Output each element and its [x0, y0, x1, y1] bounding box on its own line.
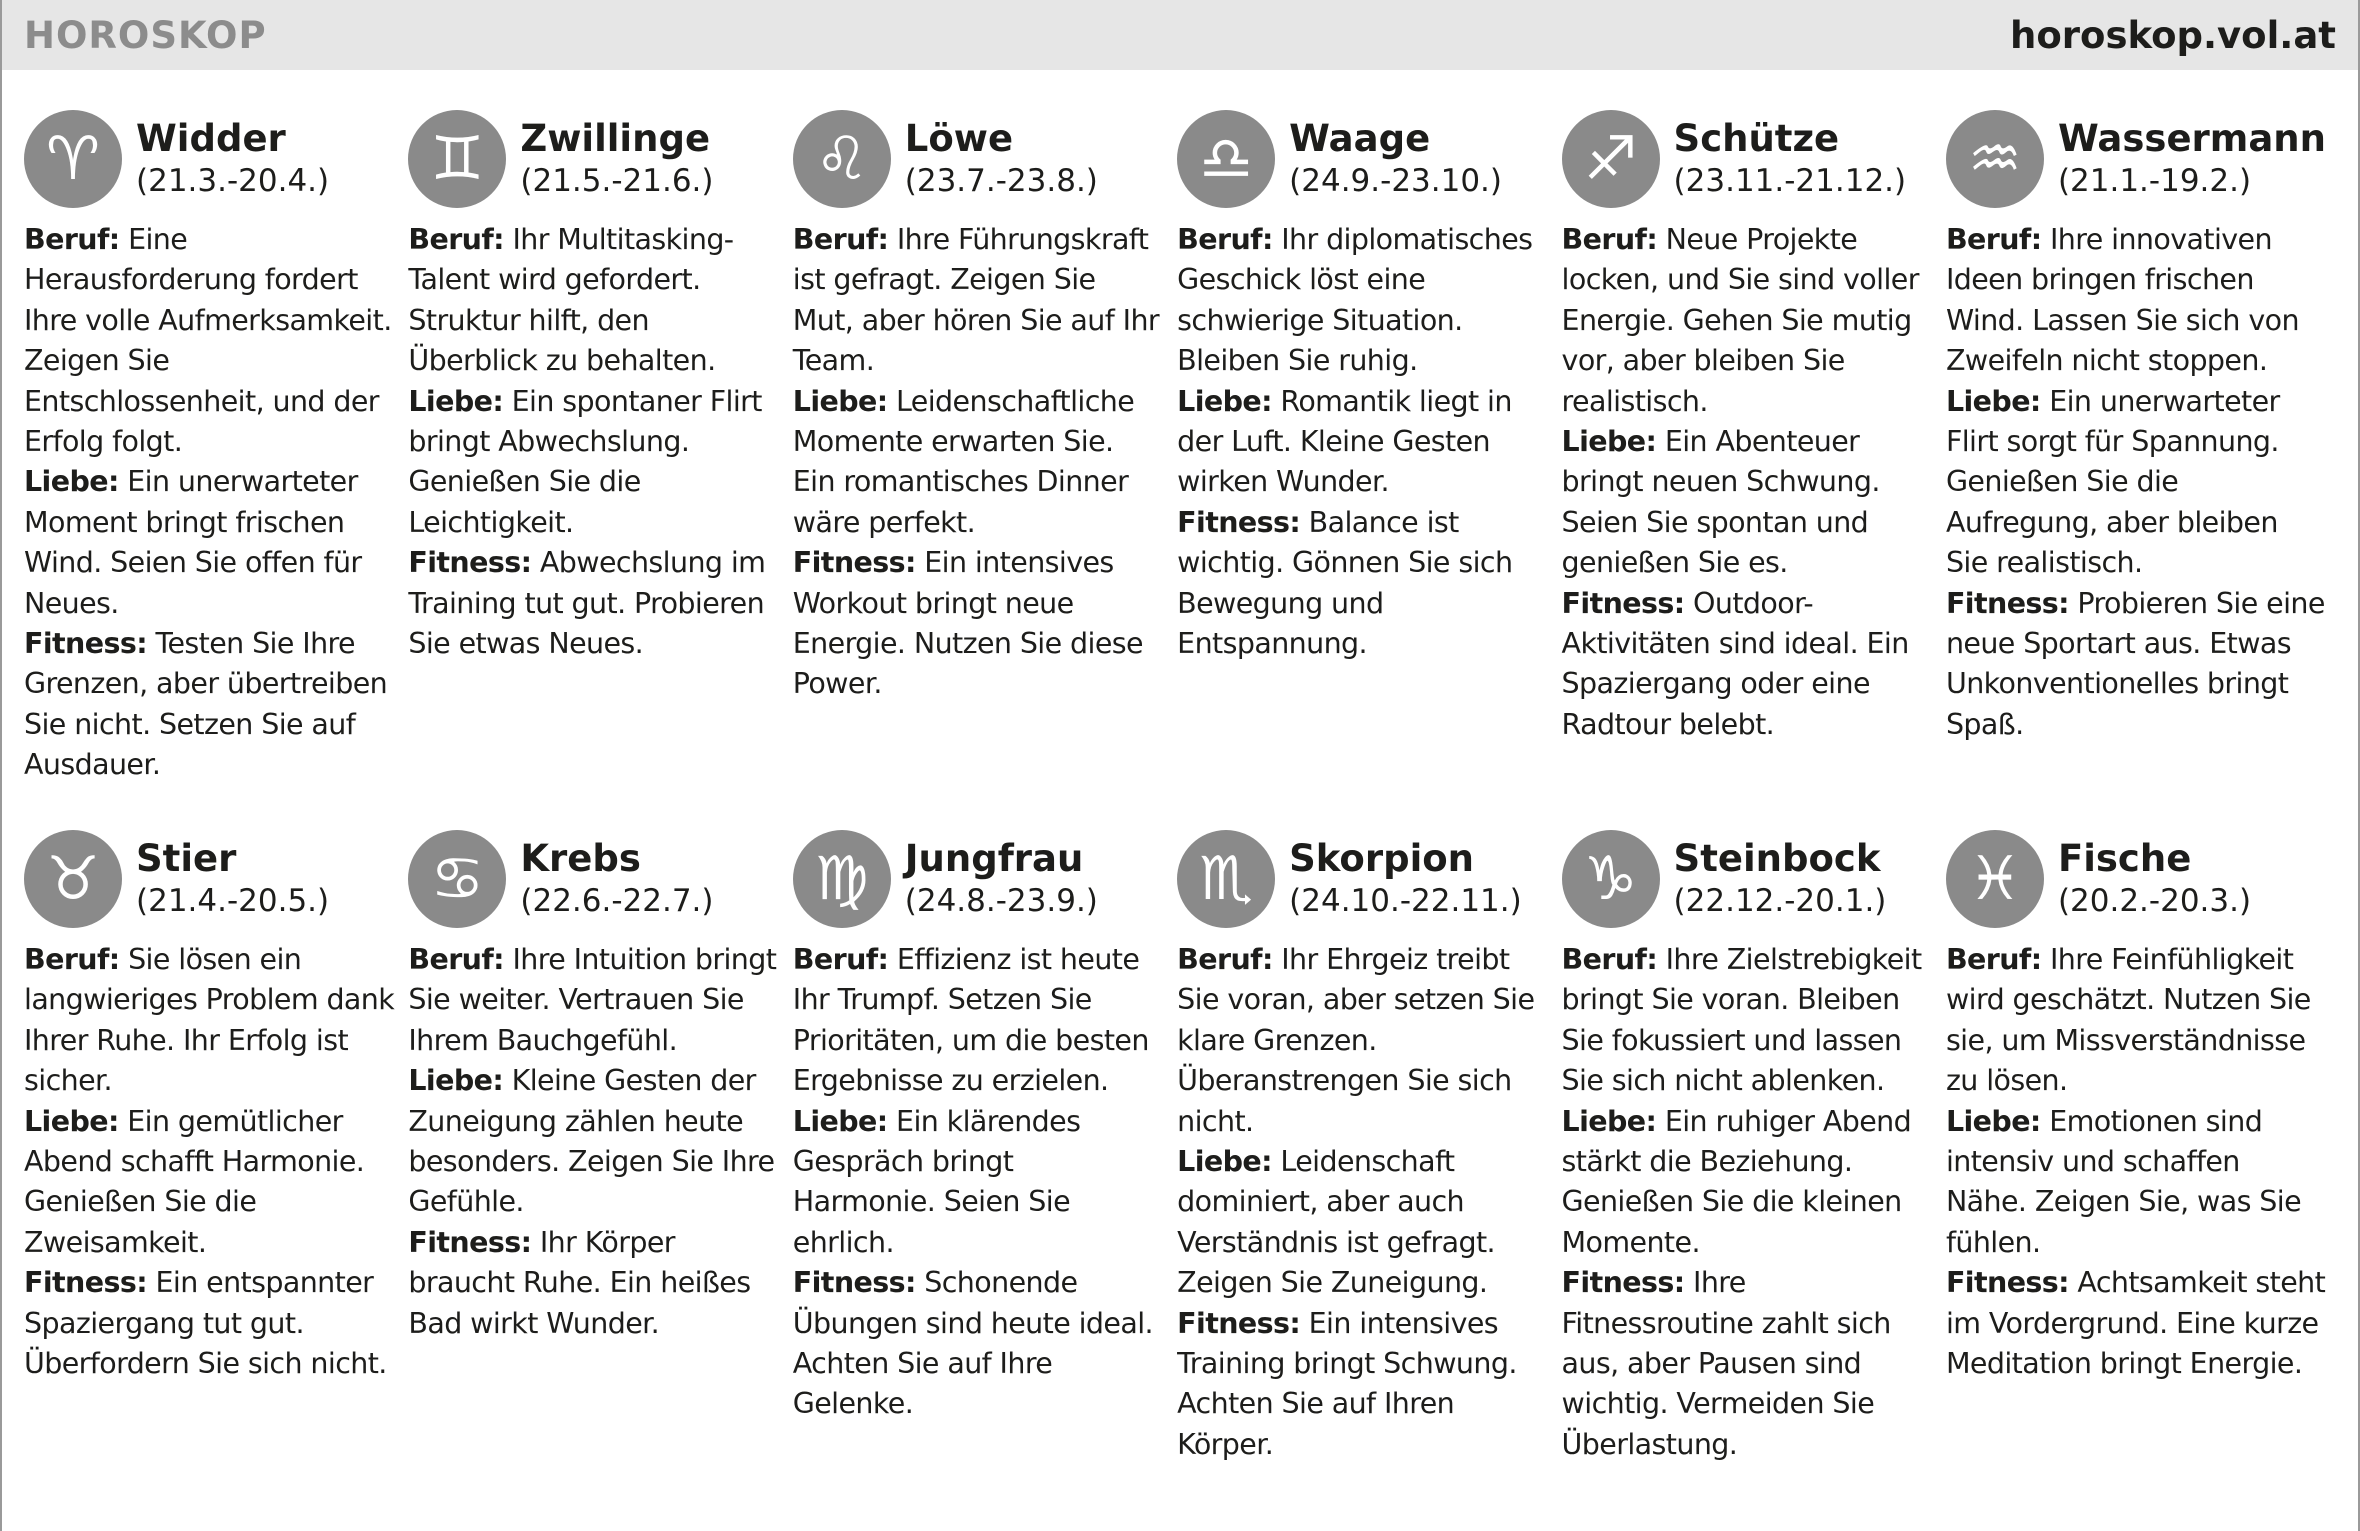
- sign-text: [1177, 940, 1547, 1465]
- sign-name: Stier: [136, 837, 237, 880]
- sign-text: [1946, 940, 2326, 1384]
- label-beruf: Beruf:: [1945, 223, 2042, 256]
- label-fitness: Fitness:: [408, 546, 532, 580]
- scorpio-icon: ♏: [1177, 830, 1275, 928]
- label-fitness: Fitness:: [24, 627, 148, 661]
- sign-text: [793, 220, 1163, 705]
- label-liebe: Liebe:: [408, 1064, 504, 1098]
- sign-widder: [24, 108, 408, 828]
- text-liebe: Ein spontaner Flirt bringt Abwechslung. Genießen Sie die Leichtigkeit.: [408, 384, 762, 539]
- taurus-icon: ♉: [24, 830, 122, 928]
- text-beruf: Effizienz ist heute Ihr Trumpf. Setzen Sie Prioritäten, um die besten Ergebnisse zu erzielen.: [792, 943, 1149, 1098]
- sign-dates: (24.8.-23.9.): [904, 883, 1098, 919]
- label-beruf: Beruf:: [1945, 943, 2042, 976]
- text-liebe: Ein gemütlicher Abend schafft Harmonie. Genießen Sie die Zweisamkeit.: [24, 1104, 365, 1259]
- sign-name: Fische: [2057, 837, 2192, 880]
- text-beruf: Ihre innovativen Ideen bringen frischen Wind. Lassen Sie sich von Zweifeln nicht stoppen.: [1945, 223, 2299, 378]
- label-fitness: Fitness:: [792, 546, 916, 580]
- sign-name: Zwillinge: [520, 117, 711, 160]
- aries-icon: ♈: [24, 110, 122, 208]
- text-fitness: Ein intensives Workout bringt neue Energie. Nutzen Sie diese Power.: [792, 546, 1143, 701]
- site-url: horoskop.vol.at: [2010, 13, 2336, 57]
- sign-name: Widder: [136, 117, 286, 160]
- sign-text: [793, 940, 1163, 1425]
- label-beruf: Beruf:: [1561, 223, 1658, 256]
- text-fitness: Balance ist wichtig. Gönnen Sie sich Bewegung und Entspannung.: [1177, 505, 1513, 661]
- gemini-icon: ♊: [408, 110, 506, 208]
- capricorn-icon: ♑: [1562, 830, 1660, 928]
- section-title: HOROSKOP: [24, 13, 267, 57]
- label-fitness: Fitness:: [1561, 1266, 1685, 1300]
- label-fitness: Fitness:: [1177, 1306, 1301, 1340]
- sign-text: [1562, 220, 1932, 745]
- sign-dates: (21.3.-20.4.): [136, 163, 330, 199]
- libra-icon: ♎: [1177, 110, 1275, 208]
- label-liebe: Liebe:: [408, 384, 504, 418]
- sign-dates: (24.10.-22.11.): [1289, 883, 1522, 919]
- sign-waage: [1177, 108, 1561, 828]
- sign-name: Skorpion: [1289, 837, 1475, 880]
- label-liebe: Liebe:: [1561, 1104, 1657, 1138]
- text-liebe: Kleine Gesten der Zuneigung zählen heute besonders. Zeigen Sie Ihre Gefühle.: [408, 1064, 775, 1219]
- sign-dates: (21.1.-19.2.): [2057, 163, 2252, 199]
- text-beruf: Ihr Multitasking-Talent wird gefordert. Struktur hilft, den Überblick zu behalten.: [408, 223, 734, 378]
- label-beruf: Beruf:: [408, 943, 504, 976]
- sign-dates: (20.2.-20.3.): [2057, 883, 2252, 919]
- sign-steinbock: [1562, 828, 1946, 1468]
- sign-jungfrau: [793, 828, 1177, 1468]
- sign-fische: [1946, 828, 2340, 1468]
- label-liebe: Liebe:: [792, 384, 888, 418]
- sign-dates: (21.5.-21.6.): [520, 163, 714, 199]
- text-fitness: Outdoor-Aktivitäten sind ideal. Ein Spaziergang oder eine Radtour belebt.: [1561, 586, 1909, 741]
- text-fitness: Achtsamkeit steht im Vordergrund. Eine kurze Meditation bringt Energie.: [1945, 1266, 2326, 1381]
- label-liebe: Liebe:: [1177, 384, 1272, 418]
- sign-name: Schütze: [1673, 117, 1840, 160]
- sign-name: Krebs: [520, 837, 641, 880]
- sign-schuetze: [1562, 108, 1946, 828]
- label-fitness: Fitness:: [1561, 586, 1685, 620]
- text-fitness: Ein entspannter Spaziergang tut gut. Überfordern Sie sich nicht.: [24, 1266, 387, 1381]
- text-beruf: Ihre Feinfühligkeit wird geschätzt. Nutzen Sie sie, um Missverständnisse zu lösen.: [1945, 943, 2311, 1098]
- label-liebe: Liebe:: [1177, 1145, 1272, 1179]
- label-liebe: Liebe:: [1945, 1104, 2041, 1138]
- cancer-icon: ♋: [408, 830, 506, 928]
- text-liebe: Ein klärendes Gespräch bringt Harmonie. Seien Sie ehrlich.: [792, 1104, 1081, 1259]
- sign-krebs: [408, 828, 792, 1468]
- label-liebe: Liebe:: [1945, 384, 2041, 418]
- sign-wassermann: [1946, 108, 2340, 828]
- sign-text: [24, 940, 394, 1384]
- text-beruf: Ihre Führungskraft ist gefragt. Zeigen Sie Mut, aber hören Sie auf Ihr Team.: [792, 223, 1160, 378]
- leo-icon: ♌: [793, 110, 891, 208]
- sign-skorpion: [1177, 828, 1561, 1468]
- header-bar: [2, 0, 2358, 70]
- sign-stier: [24, 828, 408, 1468]
- text-beruf: Neue Projekte locken, und Sie sind voller Energie. Gehen Sie mutig vor, aber bleiben Sie realistisch.: [1561, 223, 1919, 418]
- label-liebe: Liebe:: [24, 465, 119, 499]
- label-beruf: Beruf:: [1177, 223, 1273, 256]
- pisces-icon: ♓: [1946, 830, 2044, 928]
- virgo-icon: ♍: [793, 830, 891, 928]
- text-beruf: Ihr Ehrgeiz treibt Sie voran, aber setzen Sie klare Grenzen. Überanstrengen Sie sich nicht.: [1177, 943, 1535, 1138]
- sign-dates: (22.6.-22.7.): [520, 883, 714, 919]
- label-liebe: Liebe:: [1561, 425, 1657, 459]
- sign-name: Waage: [1289, 117, 1431, 160]
- label-beruf: Beruf:: [408, 223, 504, 256]
- label-fitness: Fitness:: [408, 1225, 532, 1259]
- sign-text: [408, 220, 778, 664]
- sign-zwillinge: [408, 108, 792, 828]
- label-beruf: Beruf:: [1561, 943, 1658, 976]
- sagittarius-icon: ♐: [1562, 110, 1660, 208]
- text-liebe: Leidenschaft dominiert, aber auch Verständnis ist gefragt. Zeigen Sie Zuneigung.: [1177, 1145, 1495, 1300]
- label-liebe: Liebe:: [24, 1104, 119, 1138]
- sign-text: [24, 220, 394, 786]
- horoscope-grid: [24, 108, 2340, 1468]
- text-fitness: Schonende Übungen sind heute ideal. Achten Sie auf Ihre Gelenke.: [792, 1266, 1153, 1421]
- label-liebe: Liebe:: [792, 1104, 888, 1138]
- text-fitness: Testen Sie Ihre Grenzen, aber übertreiben Sie nicht. Setzen Sie auf Ausdauer.: [24, 627, 388, 782]
- text-liebe: Ein unerwarteter Flirt sorgt für Spannung. Genießen Sie die Aufregung, aber bleiben Sie realistisch.: [1945, 384, 2280, 580]
- label-fitness: Fitness:: [1945, 1266, 2069, 1300]
- label-fitness: Fitness:: [1177, 505, 1301, 539]
- text-liebe: Ein ruhiger Abend stärkt die Beziehung. Genießen Sie die kleinen Momente.: [1561, 1104, 1912, 1259]
- text-liebe: Romantik liegt in der Luft. Kleine Gesten wirken Wunder.: [1177, 384, 1512, 499]
- sign-dates: (23.7.-23.8.): [904, 163, 1098, 199]
- sign-text: [408, 940, 778, 1344]
- sign-dates: (21.4.-20.5.): [136, 883, 330, 919]
- sign-name: Löwe: [904, 117, 1014, 160]
- sign-text: [1562, 940, 1932, 1465]
- sign-dates: (23.11.-21.12.): [1673, 163, 1907, 199]
- text-fitness: Ihre Fitnessroutine zahlt sich aus, aber Pausen sind wichtig. Vermeiden Sie Überlastung.: [1561, 1266, 1891, 1461]
- label-beruf: Beruf:: [24, 943, 120, 976]
- text-fitness: Probieren Sie eine neue Sportart aus. Etwas Unkonventionelles bringt Spaß.: [1945, 586, 2325, 741]
- sign-text: [1177, 220, 1547, 664]
- text-beruf: Ihre Zielstrebigkeit bringt Sie voran. Bleiben Sie fokussiert und lassen Sie sich nicht ablenken.: [1561, 943, 1922, 1098]
- text-fitness: Ein intensives Training bringt Schwung. Achten Sie auf Ihren Körper.: [1177, 1306, 1517, 1461]
- aquarius-icon: ♒: [1946, 110, 2044, 208]
- text-liebe: Emotionen sind intensiv und schaffen Nähe. Zeigen Sie, was Sie fühlen.: [1945, 1104, 2302, 1259]
- sign-text: [1946, 220, 2326, 745]
- text-beruf: Eine Herausforderung fordert Ihre volle Aufmerksamkeit. Zeigen Sie Entschlossenheit, und der Erfolg folgt.: [24, 223, 392, 459]
- label-beruf: Beruf:: [792, 943, 889, 976]
- sign-name: Steinbock: [1673, 837, 1881, 880]
- sign-loewe: [793, 108, 1177, 828]
- text-fitness: Ihr Körper braucht Ruhe. Ein heißes Bad wirkt Wunder.: [408, 1225, 751, 1340]
- label-fitness: Fitness:: [1945, 586, 2069, 620]
- sign-name: Wassermann: [2057, 117, 2326, 160]
- sign-name: Jungfrau: [904, 837, 1084, 880]
- text-beruf: Ihre Intuition bringt Sie weiter. Vertrauen Sie Ihrem Bauchgefühl.: [408, 943, 777, 1057]
- label-fitness: Fitness:: [792, 1266, 916, 1300]
- text-fitness: Abwechslung im Training tut gut. Probieren Sie etwas Neues.: [408, 546, 766, 661]
- label-beruf: Beruf:: [24, 223, 120, 256]
- text-liebe: Ein unerwarteter Moment bringt frischen Wind. Seien Sie offen für Neues.: [24, 465, 362, 620]
- label-beruf: Beruf:: [1177, 943, 1273, 976]
- text-liebe: Leidenschaftliche Momente erwarten Sie. Ein romantisches Dinner wäre perfekt.: [792, 384, 1135, 539]
- text-beruf: Sie lösen ein langwieriges Problem dank Ihrer Ruhe. Ihr Erfolg ist sicher.: [24, 943, 395, 1098]
- label-fitness: Fitness:: [24, 1266, 148, 1300]
- sign-dates: (22.12.-20.1.): [1673, 883, 1887, 919]
- sign-dates: (24.9.-23.10.): [1289, 163, 1503, 199]
- text-beruf: Ihr diplomatisches Geschick löst eine schwierige Situation. Bleiben Sie ruhig.: [1177, 223, 1533, 378]
- label-beruf: Beruf:: [792, 223, 889, 256]
- text-liebe: Ein Abenteuer bringt neuen Schwung. Seien Sie spontan und genießen Sie es.: [1561, 425, 1880, 580]
